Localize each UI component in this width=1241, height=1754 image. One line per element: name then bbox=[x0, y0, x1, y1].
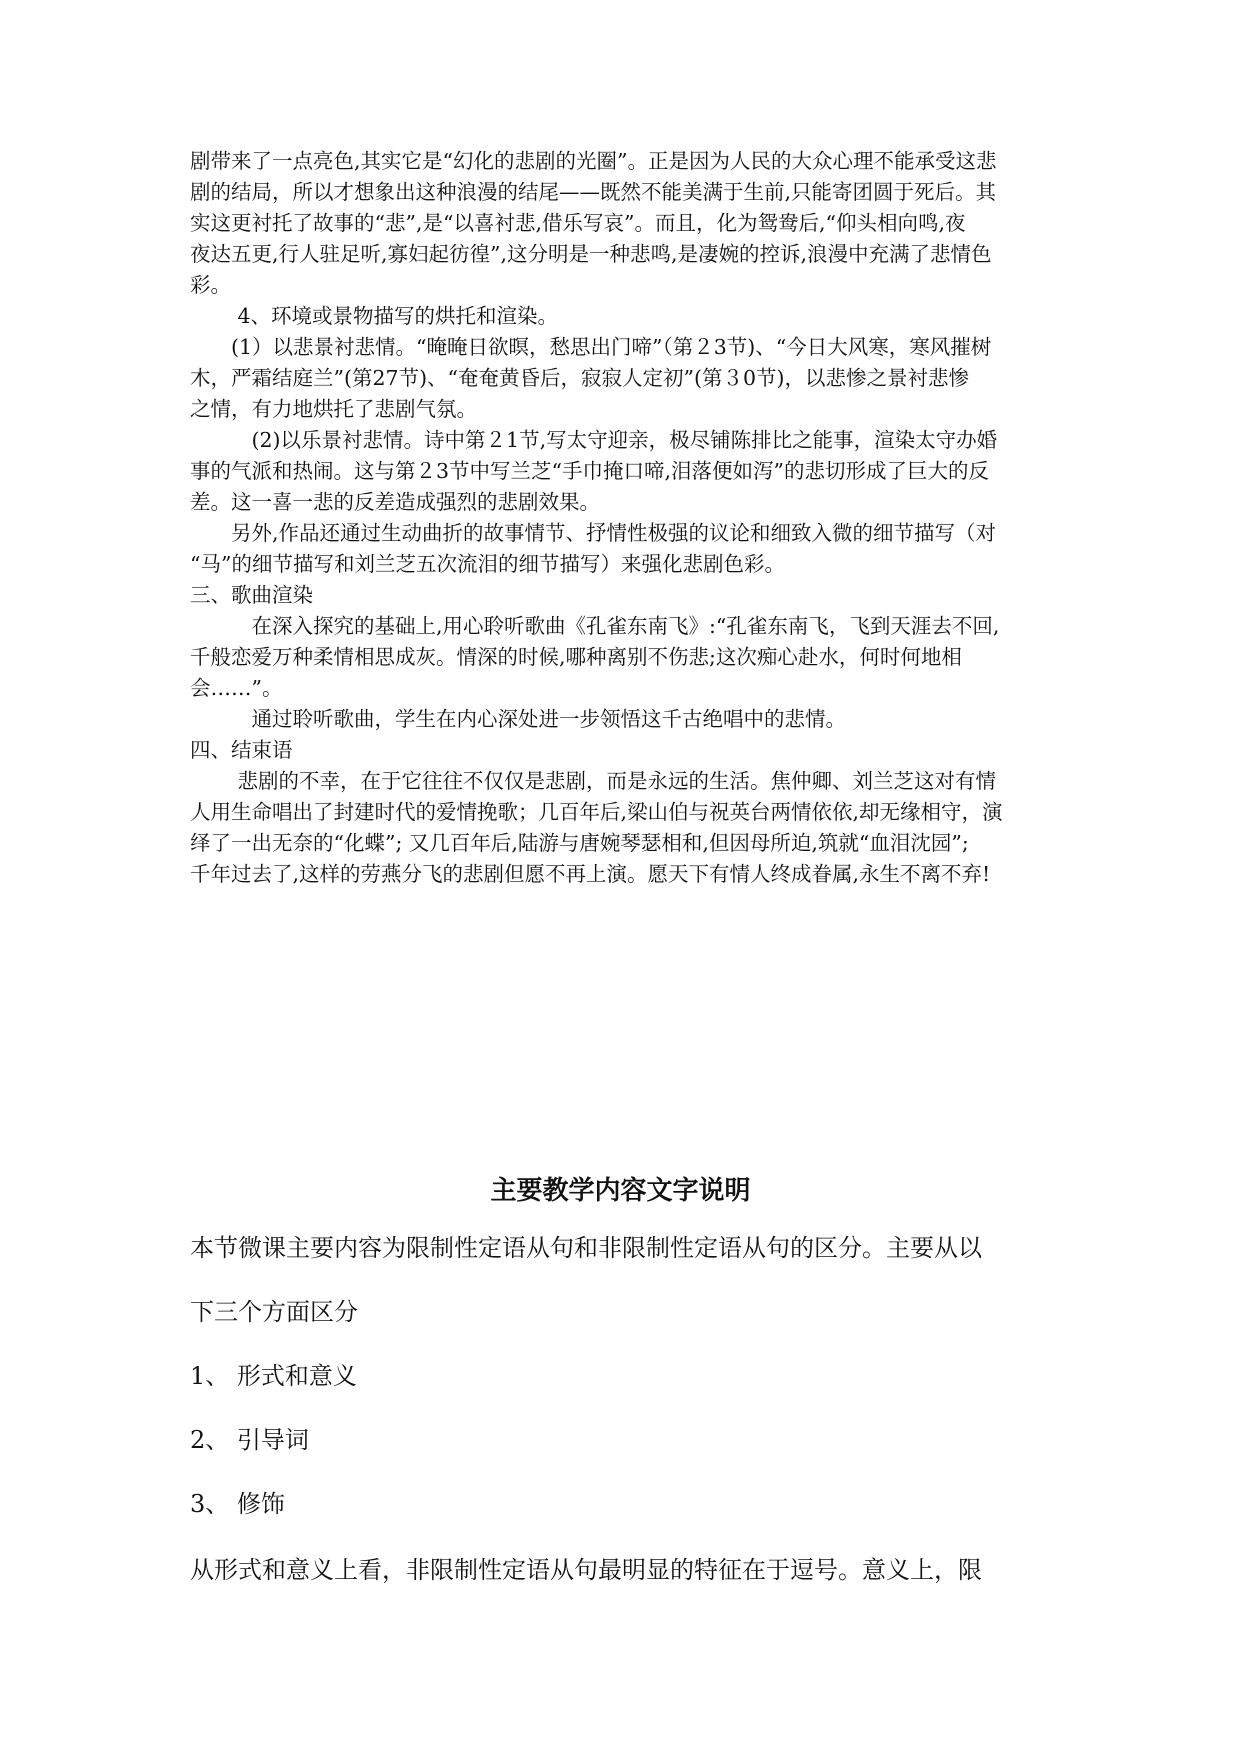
section-heading-line: 四、结束语 bbox=[190, 738, 293, 762]
text-line: 差。这一喜一悲的反差造成强烈的悲剧效果。 bbox=[190, 490, 600, 514]
text-line: 从形式和意义上看，非限制性定语从句最明显的特征在于逗号。意义上，限 bbox=[190, 1556, 982, 1584]
text-line: 会……”。 bbox=[190, 676, 283, 700]
text-line: 事的气派和热闹。这与第２3节中写兰芝“手巾掩口啼,泪落便如泻”的悲切形成了巨大的反 bbox=[190, 459, 990, 483]
text-line: 通过聆听歌曲，学生在内心深处进一步领悟这千古绝唱中的悲情。 bbox=[190, 707, 846, 731]
page-title: 主要教学内容文字说明 bbox=[490, 1176, 751, 1206]
list-item: 3、 修饰 bbox=[190, 1490, 285, 1518]
list-item: 2、 引导词 bbox=[190, 1426, 309, 1454]
text-line: 彩。 bbox=[190, 273, 231, 297]
text-line: 千年过去了,这样的劳燕分飞的悲剧但愿不再上演。愿天下有情人终成眷属,永生不离不弃! bbox=[190, 862, 991, 886]
text-line: 剧的结局，所以才想象出这种浪漫的结尾——既然不能美满于生前,只能寄团圆于死后。其 bbox=[190, 180, 997, 204]
text-line: 剧带来了一点亮色,其实它是“幻化的悲剧的光圈”。正是因为人民的大众心理不能承受这悲 bbox=[190, 149, 997, 173]
text-line: 之情，有力地烘托了悲剧气氛。 bbox=[190, 397, 477, 421]
section-one-text bbox=[190, 146, 1050, 890]
text-line: 木，严霜结庭兰”(第27节)、“奄奄黄昏后，寂寂人定初”(第３0节)，以悲惨之景衬悲惨 bbox=[190, 366, 970, 390]
text-line: 本节微课主要内容为限制性定语从句和非限制性定语从句的区分。主要从以 bbox=[190, 1234, 982, 1262]
text-line: (2)以乐景衬悲情。诗中第２1节,写太守迎亲，极尽铺陈排比之能事，渲染太守办婚 bbox=[190, 428, 998, 452]
section-heading-line: 三、歌曲渲染 bbox=[190, 583, 313, 607]
list-item: 1、 形式和意义 bbox=[190, 1362, 357, 1390]
text-line: 实这更衬托了故事的“悲”,是“以喜衬悲,借乐写哀”。而且，化为鸳鸯后,“仰头相向鸣,夜 bbox=[190, 211, 966, 235]
text-line: “马”的细节描写和刘兰芝五次流泪的细节描写）来强化悲剧色彩。 bbox=[190, 552, 785, 576]
text-line: 夜达五更,行人驻足听,寡妇起彷徨”,这分明是一种悲鸣,是凄婉的控诉,浪漫中充满了悲情色 bbox=[190, 242, 992, 266]
text-line: 千般恋爱万种柔情相思成灰。情深的时候,哪种离别不伤悲;这次痴心赴水，何时何地相 bbox=[190, 645, 962, 669]
text-line: 人用生命唱出了封建时代的爱情挽歌；几百年后,梁山伯与祝英台两情依依,却无缘相守，演 bbox=[190, 800, 1003, 824]
text-line: 另外,作品还通过生动曲折的故事情节、抒情性极强的议论和细致入微的细节描写（对 bbox=[190, 521, 997, 545]
text-line: 在深入探究的基础上,用心聆听歌曲《孔雀东南飞》:“孔雀东南飞，飞到天涯去不回, bbox=[190, 614, 1000, 638]
text-line: 绎了一出无奈的“化蝶”; 又几百年后,陆游与唐婉琴瑟相和,但因母所迫,筑就“血泪沈园”; bbox=[190, 831, 969, 855]
text-line: 4、环境或景物描写的烘托和渲染。 bbox=[190, 304, 559, 328]
text-line: 悲剧的不幸，在于它往往不仅仅是悲剧，而是永远的生活。焦仲卿、刘兰芝这对有情 bbox=[190, 769, 997, 793]
text-line: (1）以悲景衬悲情。“晻晻日欲暝，愁思出门啼”（第２3节)、“今日大风寒，寒风摧树 bbox=[190, 335, 992, 359]
text-line: 下三个方面区分 bbox=[190, 1298, 358, 1326]
